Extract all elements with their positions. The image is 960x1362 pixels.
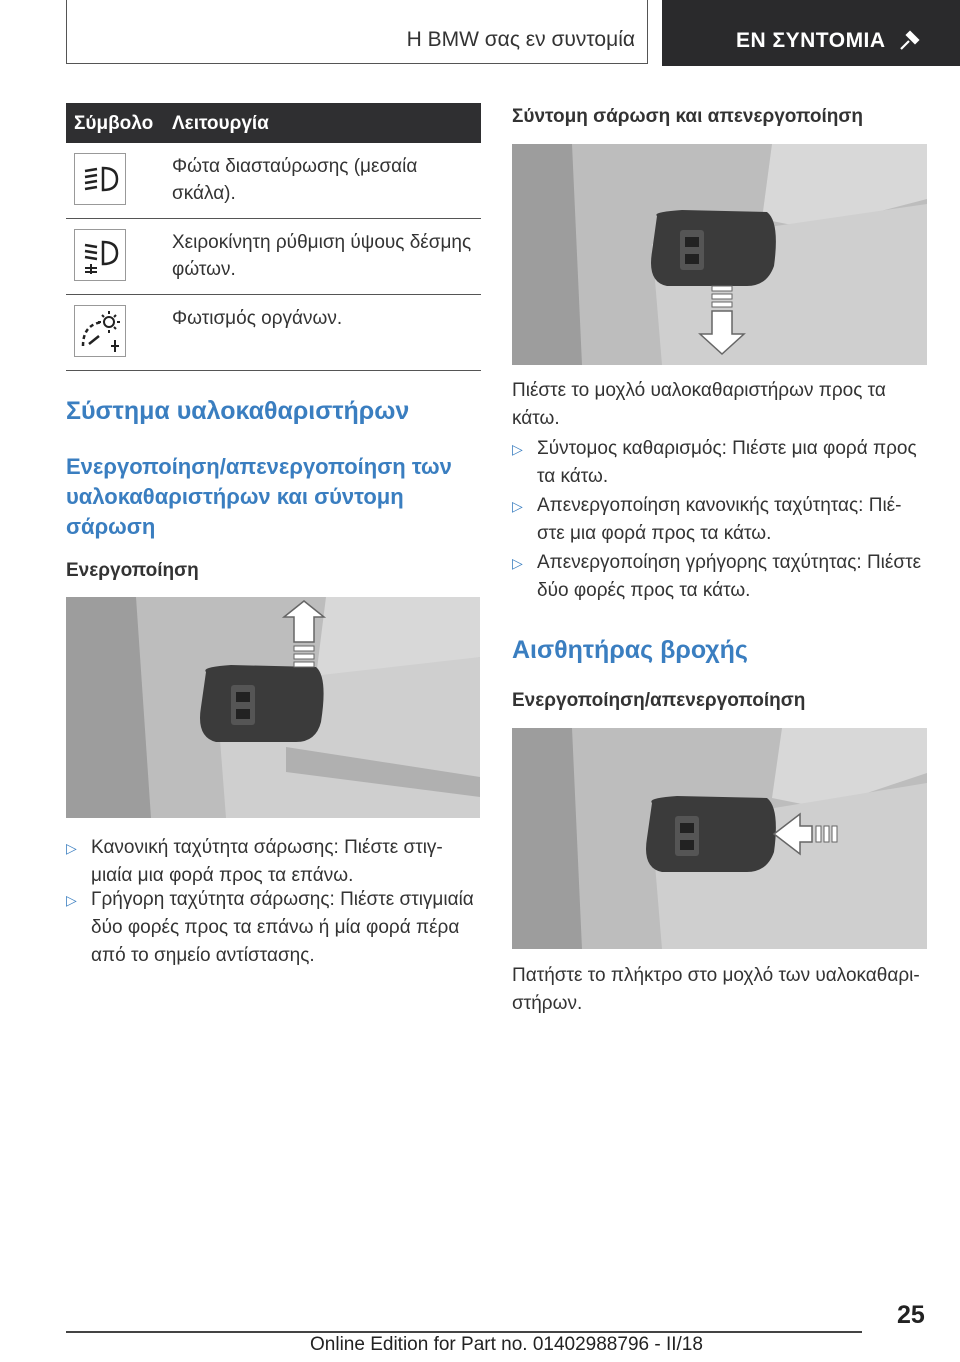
quick-reference-icon [898, 30, 920, 52]
bullet-triangle-icon: ▷ [512, 498, 523, 514]
list-item [512, 492, 927, 548]
table-cell-function: Φώτα διασταύρωσης (μεσαία σκάλα). [172, 156, 418, 204]
bullet-text: Γρήγορη ταχύτητα σάρωσης: Πιέστε στιγμιαία δύο φορές προς τα επάνω ή μία φορά πέρα από το σημείο αντίστασης. [91, 889, 474, 966]
list-item [512, 435, 927, 491]
short-wipe-intro: Πιέστε το μοχλό υαλοκαθαριστήρων προς τα κάτω. [512, 380, 886, 429]
page-number: 25 [897, 1301, 925, 1329]
daytime-lights-icon [74, 153, 126, 205]
col-symbol-header: Σύμβολο [74, 113, 154, 134]
wiper-down-image [512, 144, 927, 365]
bullet-text: Σύντομος καθαρισμός: Πιέστε μια φορά προς τα κάτω. [537, 438, 917, 487]
bullet-text: Απενεργοποίηση γρήγορης ταχύτητας: Πιέστε δύο φορές προς τα κάτω. [537, 552, 922, 601]
headlight-range-icon [74, 229, 126, 281]
bullet-text: Απενεργοποίηση κανονικής ταχύτητας: Πιέ-στε μια φορά προς τα κάτω. [537, 495, 902, 544]
activation-heading: Ενεργοποίηση [66, 560, 199, 581]
wiper-up-image [66, 597, 480, 818]
header-section-title: Η BMW σας εν συντομία [406, 28, 635, 51]
rain-sensor-title: Αισθητήρας βροχής [512, 636, 748, 664]
list-item [66, 834, 481, 890]
table-row [66, 143, 481, 219]
table-header [66, 103, 481, 143]
col-function-header: Λειτουργία [172, 113, 269, 134]
bullet-triangle-icon: ▷ [512, 555, 523, 571]
bullet-triangle-icon: ▷ [512, 441, 523, 457]
symbol-table [66, 103, 481, 371]
bullet-triangle-icon: ▷ [66, 840, 77, 856]
table-row [66, 295, 481, 371]
header-section-box [66, 0, 648, 64]
footer-divider [66, 1331, 862, 1333]
table-cell-function: Χειροκίνητη ρύθμιση ύψους δέσμης φώτων. [172, 232, 472, 280]
table-row [66, 219, 481, 295]
list-item [512, 549, 927, 605]
subsection-title: Ενεργοποίηση/απενεργοποίηση των υαλοκαθαριστήρων και σύντομη σάρωση [66, 454, 452, 539]
table-cell-function: Φωτισμός οργάνων. [172, 308, 343, 329]
bullet-triangle-icon: ▷ [66, 892, 77, 908]
rain-sensor-button-image [512, 728, 927, 949]
section-title: Σύστημα υαλοκαθαριστήρων [66, 397, 410, 425]
rain-sensor-heading: Ενεργοποίηση/απενεργοποίηση [512, 690, 806, 711]
rain-sensor-text: Πατήστε το πλήκτρο στο μοχλό των υαλοκαθαρι-στήρων. [512, 965, 920, 1014]
instrument-lighting-icon [74, 305, 126, 357]
short-wipe-heading: Σύντομη σάρωση και απενεργοποίηση [512, 106, 863, 127]
list-item [66, 886, 481, 970]
footer-edition: Online Edition for Part no. 01402988796 - II/18 [310, 1334, 703, 1355]
bullet-text: Κανονική ταχύτητα σάρωσης: Πιέστε στιγ-μιαία μια φορά προς τα επάνω. [91, 837, 443, 886]
header-chapter-title: ΕΝ ΣΥΝΤΟΜΙΑ [736, 29, 886, 52]
